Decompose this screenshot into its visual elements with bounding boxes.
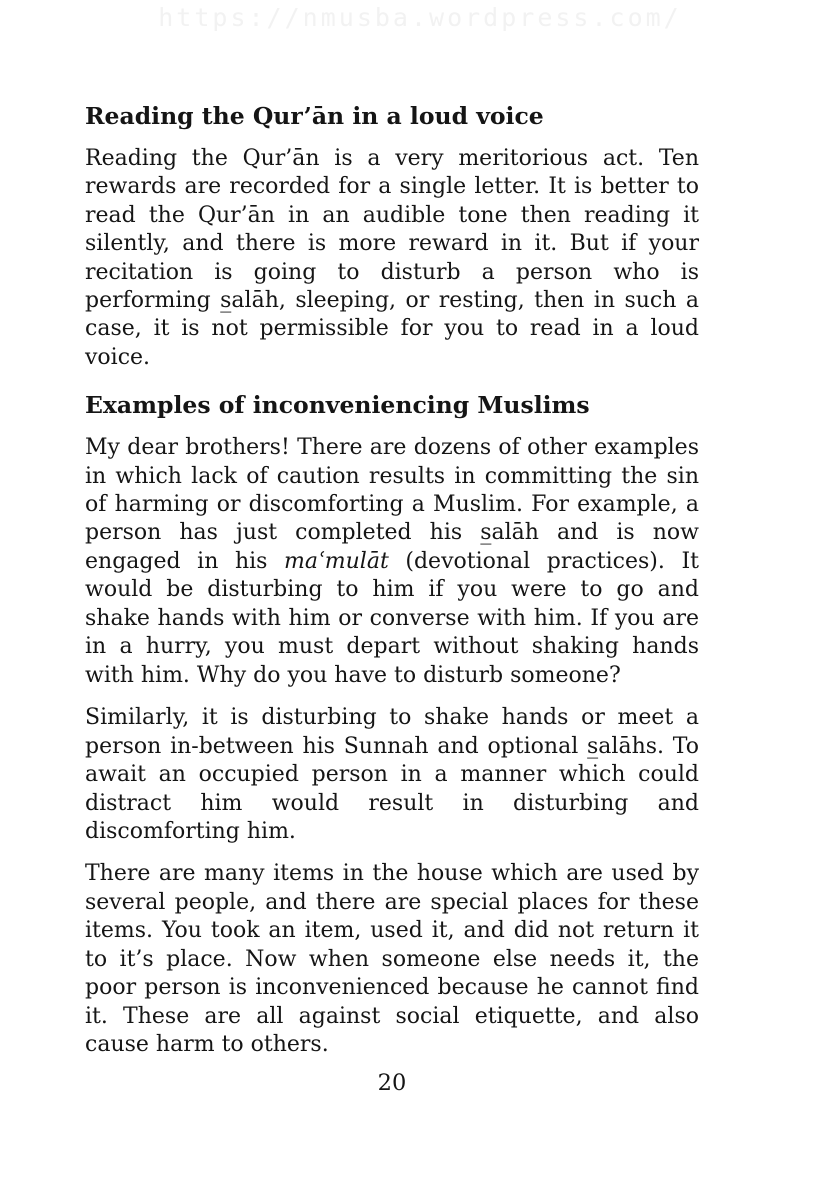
text-run: (devotional practices). It would be disturbing to him if you were to go and shake hands with him or converse with him. If you are in a hurry, you must depart without shaking hands with him. Why do you have to disturb someone? bbox=[85, 548, 699, 688]
text-run: Reading the Qur’ān is a very meritorious act. Ten rewards are recorded for a single letter. It is better to read the Qur’ān in an audible tone then reading it silently, and there is more reward in it. But if your recitation is going to disturb a person who is performing s̲alāh, sleeping, or resting, then in such a case, it is not permissible for you to read in a loud voice. bbox=[85, 145, 699, 370]
text-run: There are many items in the house which are used by several people, and there are special places for these items. You took an item, used it, and did not return it to it’s place. Now when someone else needs it, the poor person is inconvenienced because he cannot find it. These are all against social etiquette, and also cause harm to others. bbox=[85, 861, 699, 1058]
text-run: Similarly, it is disturbing to shake hands or meet a person in-between his Sunnah and optional s̲alāhs. To await an occupied person in a manner which could distract him would result in disturbing and discomforting him. bbox=[85, 705, 699, 844]
watermark-url: https://nmusba.wordpress.com/ bbox=[158, 3, 682, 32]
body-paragraph bbox=[85, 860, 699, 1059]
italic-term: maʿmulāt bbox=[284, 548, 389, 574]
section-heading: Examples of inconveniencing Muslims bbox=[85, 391, 590, 420]
body-paragraph bbox=[85, 704, 699, 846]
text-run: My dear brothers! There are dozens of other examples in which lack of caution results in committing the sin of harming or discomforting a Muslim. For example, a person has just completed his s̲alāh and is now engaged in his bbox=[85, 435, 699, 574]
section-heading: Reading the Qur’ān in a loud voice bbox=[85, 102, 544, 130]
page-content bbox=[85, 103, 699, 1096]
page-number: 20 bbox=[377, 1069, 407, 1096]
body-paragraph bbox=[85, 145, 699, 373]
body-paragraph bbox=[85, 434, 699, 690]
